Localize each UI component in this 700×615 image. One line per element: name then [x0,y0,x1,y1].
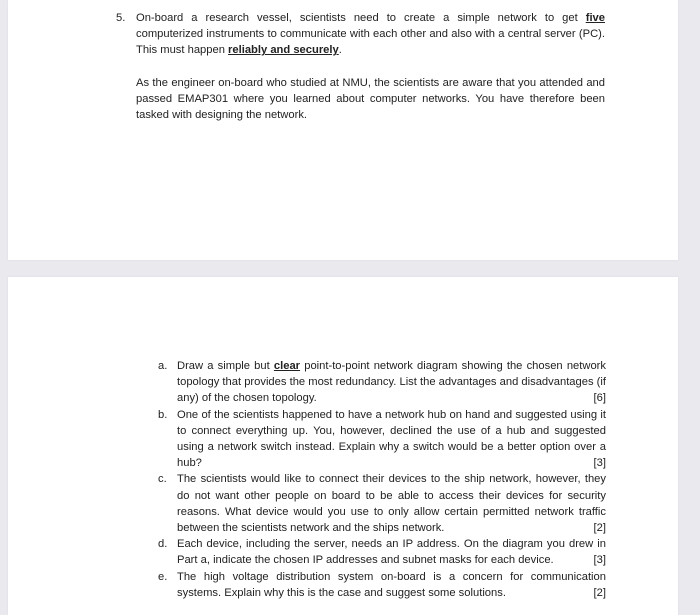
question-number: 5. [116,12,126,24]
part-label: d. [158,538,168,551]
part-text: One of the scientists happened to have a network hub on hand and suggested using it to connect everything up. You, however, declined the use of a hub and suggested using a network switch instead. Explain why a switch would be a better option over a hub? [3] [177,407,606,472]
part-label: c. [158,473,167,486]
part-marks: [2] [593,586,606,599]
document-page-1 [8,0,678,260]
part-text: Draw a simple but clear point-to-point network diagram showing the chosen network topology that provides the most redundancy. List the advantages and disadvantages (if any) of the chosen topology. [6] [177,358,606,407]
part-text: The scientists would like to connect their devices to the ship network, however, they do not want other people on board to be able to access their devices for security reasons. What device would you use to only allow certain permitted network traffic between the scientists network and the ships network. [2] [177,471,606,536]
question-context: As the engineer on-board who studied at NMU, the scientists are aware that you attended and passed EMAP301 where you learned about computer networks. You have therefore been tasked with designing the network. [136,76,605,122]
part-c [158,471,606,536]
question-body [136,10,605,123]
part-text: Each device, including the server, needs an IP address. On the diagram you drew in Part a, indicate the chosen IP addresses and subnet masks for each device. [3] [177,536,606,568]
part-d [158,536,606,568]
emphasis-reliably-securely: reliably and securely [228,44,339,57]
part-text: The high voltage distribution system on-board is a concern for communication systems. Explain why this is the case and suggest some solutions. [2] [177,569,606,601]
part-label: e. [158,570,168,583]
part-a [158,358,606,407]
part-marks: [6] [593,392,606,405]
question-intro: On-board a research vessel, scientists need to create a simple network to get five computerized instruments to communicate with each other and also with a central server (PC). This must happen reliably and securely. [136,12,605,57]
part-e [158,569,606,601]
emphasis-five: five [585,12,605,24]
part-b [158,407,606,472]
question-parts-list [158,358,606,601]
part-marks: [2] [593,522,606,535]
document-page-2 [8,277,678,615]
part-marks: [3] [593,457,606,470]
part-marks: [3] [593,554,606,567]
part-label: b. [158,408,168,421]
emphasis-clear: clear [273,360,301,372]
part-label: a. [158,360,168,372]
